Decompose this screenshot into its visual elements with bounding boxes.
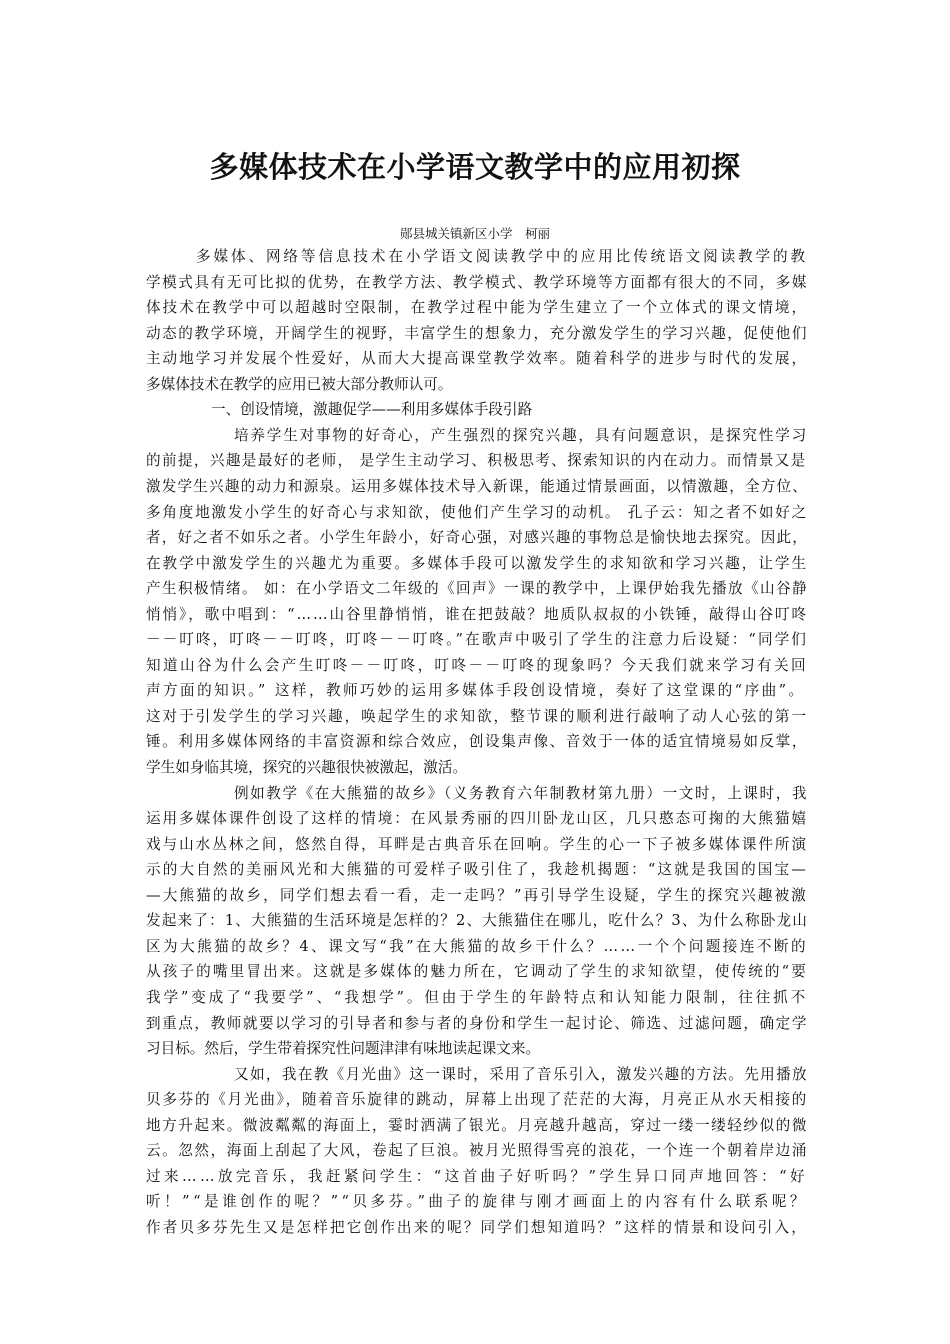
body-line: 一、创设情境，激趣促学——利用多媒体手段引路	[211, 401, 533, 419]
body-line: 知道山谷为什么会产生叮咚－－叮咚，叮咚－－叮咚的现象吗？今天我们就来学习有关回	[146, 656, 808, 674]
body-line: 过来……放完音乐，我赶紧问学生：“这首曲子好听吗？”学生异口同声地回答：“好	[146, 1167, 808, 1185]
body-line: 悄悄》，歌中唱到：“……山谷里静悄悄，谁在把鼓敲？地质队叔叔的小铁锤，敲得山谷叮咚	[146, 605, 808, 623]
body-line: 产生积极情绪。 如：在小学语文二年级的《回声》一课的教学中，上课伊始我先播放《山谷静	[146, 580, 808, 598]
body-line: 云。忽然，海面上刮起了大风，卷起了巨浪。被月光照得雪亮的浪花，一个连一个朝着岸边涌	[146, 1142, 808, 1160]
body-line: 从孩子的嘴里冒出来。这就是多媒体的魅力所在，它调动了学生的求知欲望，使传统的“要	[146, 963, 808, 981]
body-line: 运用多媒体课件创设了这样的情境：在风景秀丽的四川卧龙山区，几只憨态可掬的大熊猫嬉	[146, 810, 808, 828]
body-line: 又如，我在教《月光曲》这一课时，采用了音乐引入，激发兴趣的方法。先用播放	[234, 1065, 808, 1083]
author-byline: 郧县城关镇新区小学 柯丽	[399, 226, 550, 241]
body-line: 主动地学习并发展个性爱好，从而大大提高课堂教学效率。随着科学的进步与时代的发展，	[146, 350, 808, 368]
body-line: 戏与山水丛林之间，悠然自得，耳畔是古典音乐在回响。学生的心一下子被多媒体课件所演	[146, 835, 808, 853]
body-line: 者，好之者不如乐之者。小学生年龄小，好奇心强，对感兴趣的事物总是愉快地去探究。因此，	[146, 529, 808, 547]
body-line: 动态的教学环境，开阔学生的视野，丰富学生的想象力，充分激发学生的学习兴趣，促使他们	[146, 324, 808, 342]
body-line: 我学”变成了“我要学”、“我想学”。但由于学生的年龄特点和认知能力限制，往往抓不	[146, 988, 809, 1006]
body-line: 的前提，兴趣是最好的老师， 是学生主动学习、积极思考、探索知识的内在动力。而情景又是	[146, 452, 807, 470]
body-line: 多角度地激发小学生的好奇心与求知欲，使他们产生学习的动机。 孔子云：知之者不如好之	[146, 503, 808, 521]
body-line: 区为大熊猫的故乡？4、课文写“我”在大熊猫的故乡干什么？……一个个问题接连不断的	[146, 937, 808, 955]
body-line: 作者贝多芬先生又是怎样把它创作出来的呢？同学们想知道吗？”这样的情景和设问引入，	[146, 1218, 808, 1236]
body-line: 这对于引发学生的学习兴趣，唤起学生的求知欲，整节课的顺利进行敲响了动人心弦的第一	[146, 707, 808, 725]
body-line: 在教学中激发学生的兴趣尤为重要。多媒体手段可以激发学生的求知欲和学习兴趣，让学生	[146, 554, 808, 572]
body-line: 培养学生对事物的好奇心，产生强烈的探究兴趣，具有问题意识，是探究性学习	[234, 426, 808, 444]
body-line: 多媒体技术在教学的应用已被大部分教师认可。	[146, 375, 453, 393]
body-line: 地方升起来。微波粼粼的海面上，霎时洒满了银光。月亮越升越高，穿过一缕一缕轻纱似的微	[146, 1116, 808, 1134]
body-line: 到重点，教师就要以学习的引导者和参与者的身份和学生一起讨论、筛选、过滤问题，确定学	[146, 1014, 808, 1032]
body-line: 体技术在教学中可以超越时空限制，在教学过程中能为学生建立了一个立体式的课文情境，	[146, 299, 808, 317]
body-line: 习目标。然后，学生带着探究性问题津津有味地读起课文来。	[146, 1040, 541, 1058]
body-line: —大熊猫的故乡，同学们想去看一看，走一走吗？”再引导学生设疑，学生的探究兴趣被激	[146, 886, 808, 904]
body-line: －－叮咚，叮咚－－叮咚，叮咚－－叮咚。”在歌声中吸引了学生的注意力后设疑：“同学们	[146, 631, 808, 649]
body-line: 示的大自然的美丽风光和大熊猫的可爱样子吸引住了，我趁机揭题：“这就是我国的国宝—	[146, 861, 808, 879]
body-line: 发起来了：1、大熊猫的生活环境是怎样的？2、大熊猫住在哪儿，吃什么？3、为什么称卧龙山	[146, 912, 809, 930]
body-line: 学模式具有无可比拟的优势，在教学方法、教学模式、教学环境等方面都有很大的不同，多媒	[146, 273, 808, 291]
body-line: 声方面的知识。” 这样，教师巧妙的运用多媒体手段创设情境，奏好了这堂课的“序曲”。	[146, 682, 806, 700]
body-line: 贝多芬的《月光曲》，随着音乐旋律的跳动，屏幕上出现了茫茫的大海，月亮正从水天相接的	[146, 1091, 808, 1109]
body-line: 例如教学《在大熊猫的故乡》（义务教育六年制教材第九册）一文时，上课时，我	[234, 784, 808, 802]
body-line: 多媒体、网络等信息技术在小学语文阅读教学中的应用比传统语文阅读教学的教	[196, 248, 809, 265]
body-line: 锤。利用多媒体网络的丰富资源和综合效应，创设集声像、音效于一体的适宜情境易如反掌，	[146, 733, 808, 751]
body-line: 激发学生兴趣的动力和源泉。运用多媒体技术导入新课，能通过情景画面，以情激趣，全方位、	[146, 477, 808, 495]
body-line: 听！”“是谁创作的呢？”“贝多芬。”曲子的旋律与刚才画面上的内容有什么联系呢？	[146, 1193, 808, 1211]
document-title: 多媒体技术在小学语文教学中的应用初探	[209, 150, 741, 184]
body-line: 学生如身临其境，探究的兴趣很快被激起，激活。	[146, 759, 468, 776]
